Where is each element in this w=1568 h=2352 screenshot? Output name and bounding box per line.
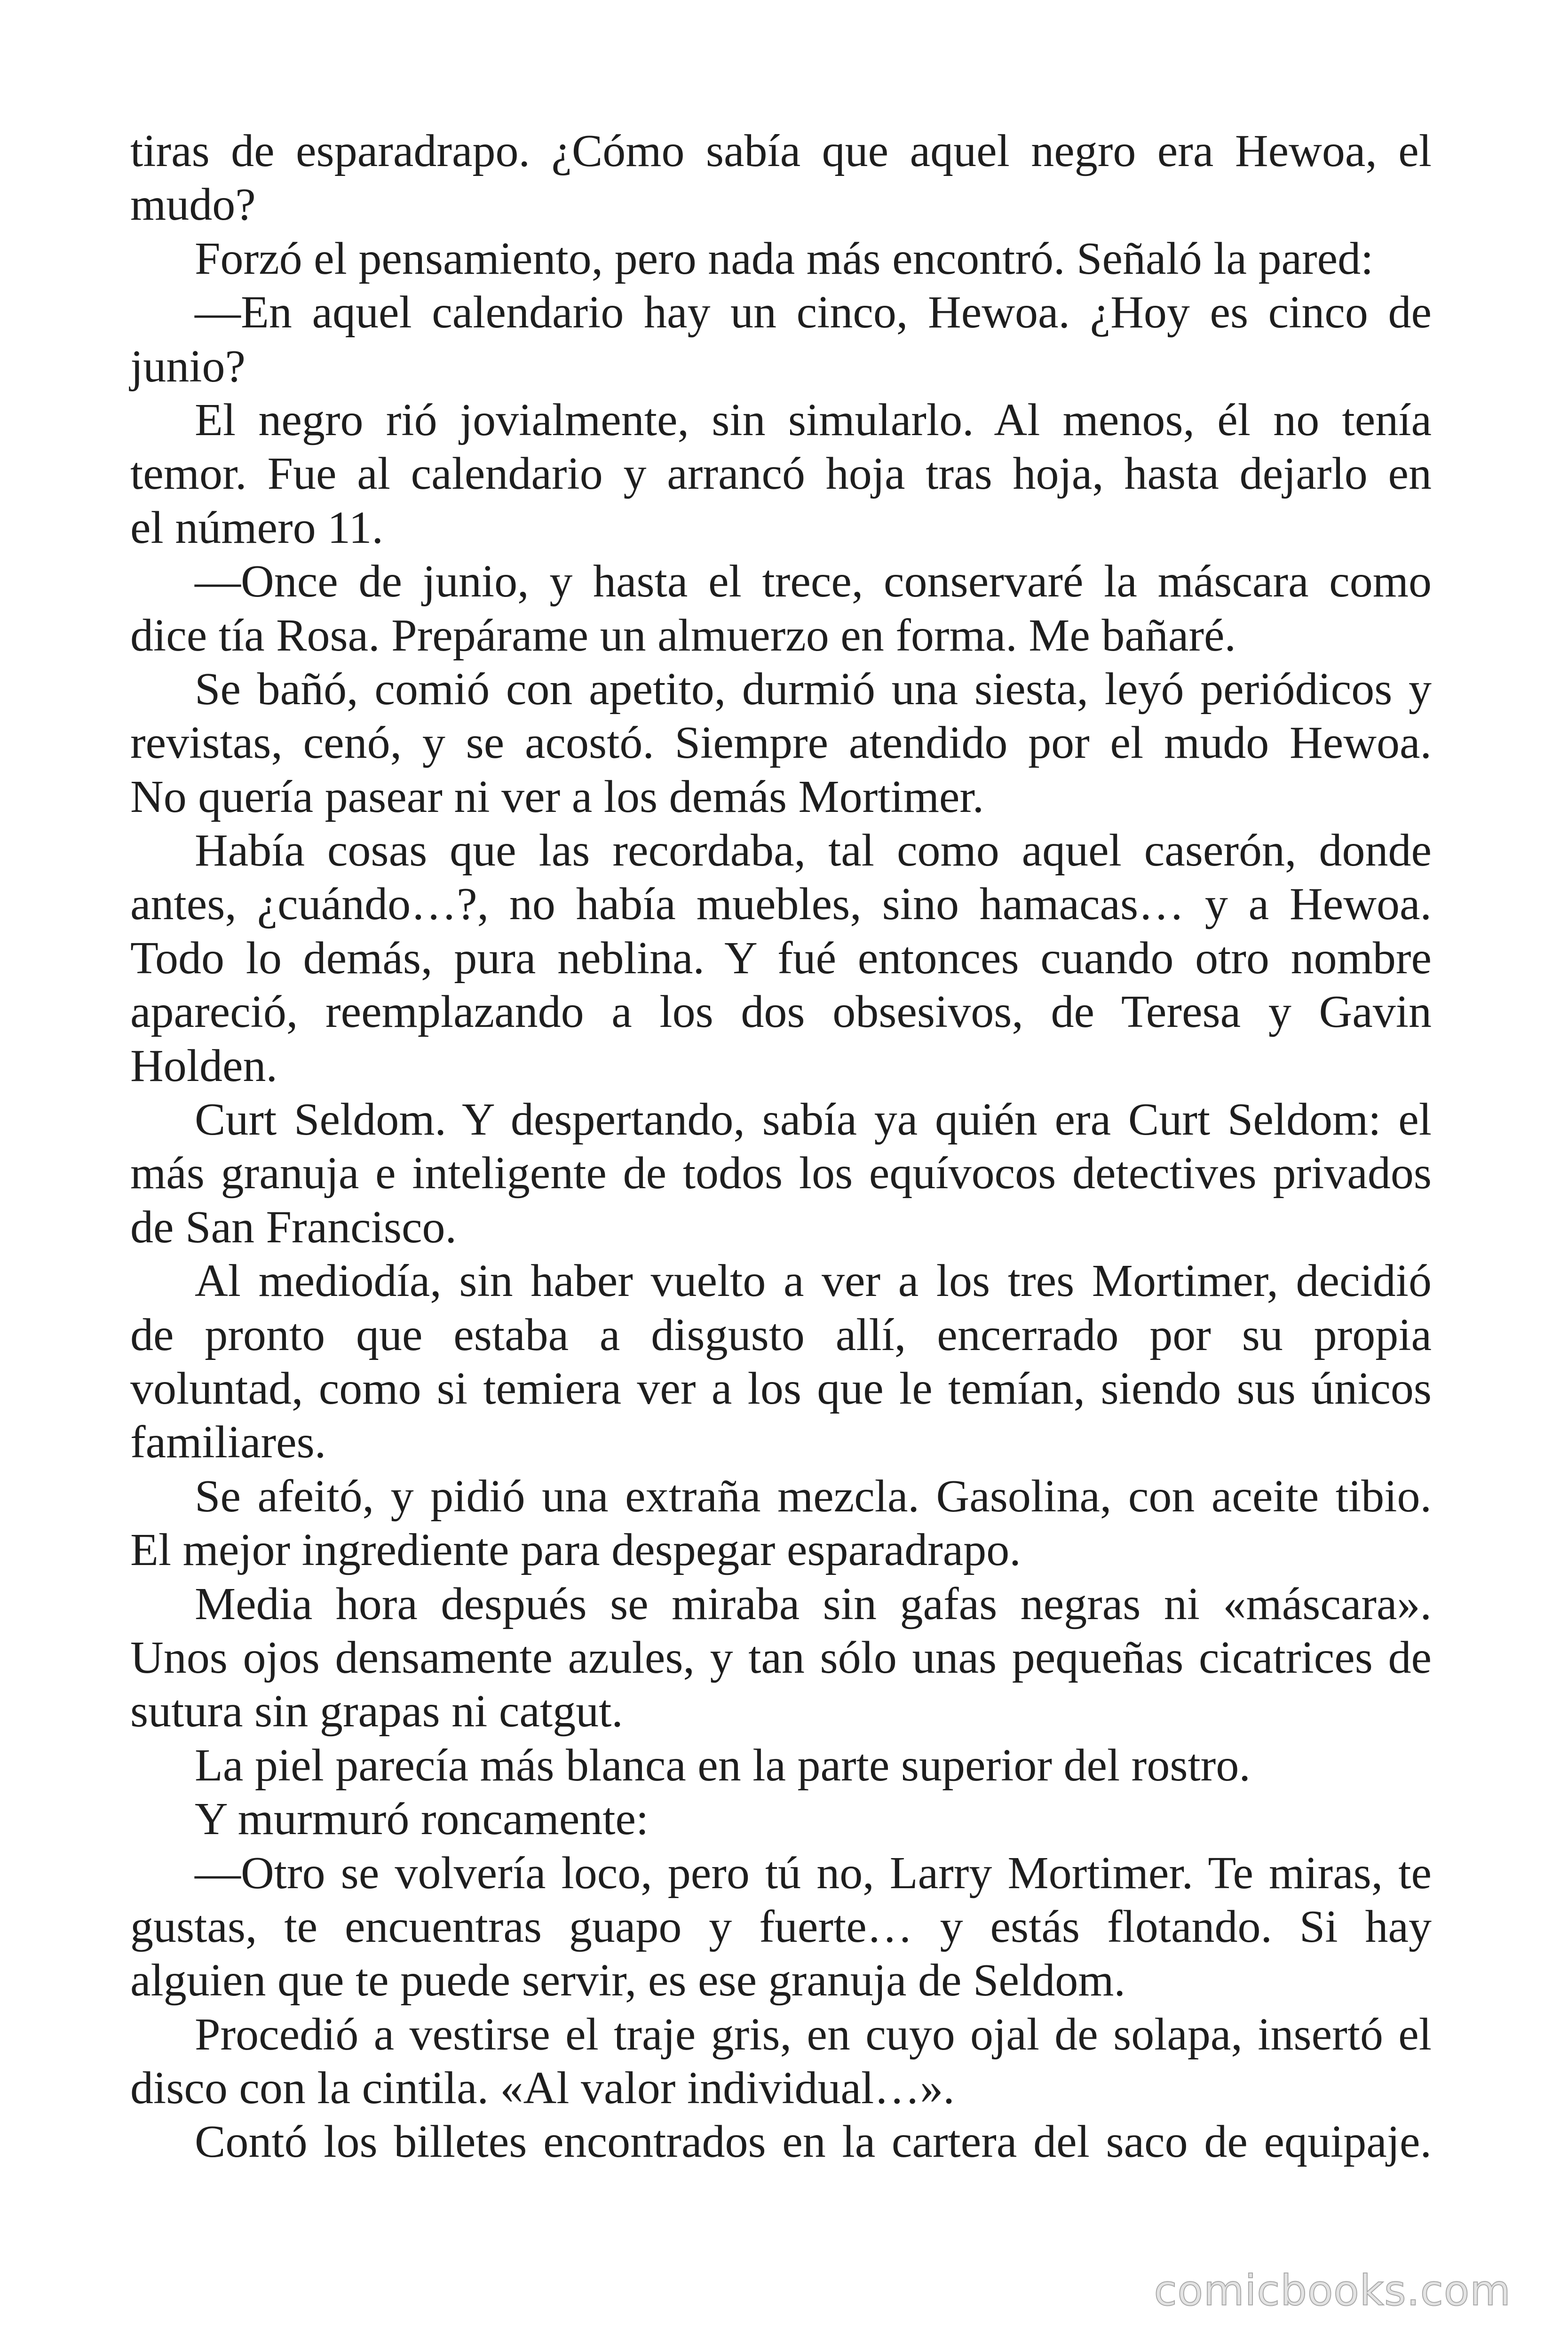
- paragraph: [130, 2008, 1432, 2115]
- text-line: El negro rió jovialmente, sin simularlo. Al menos, él no tenía: [195, 394, 1432, 445]
- text-line: alguien que te puede servir, es ese granuja de Seldom.: [130, 1955, 1125, 2006]
- paragraph: [130, 1254, 1432, 1470]
- text-line: Contó los billetes encontrados en la cartera del saco de equipaje.: [195, 2116, 1432, 2168]
- text-line: —Otro se volvería loco, pero tú no, Larry Mortimer. Te miras, te: [195, 1847, 1432, 1899]
- text-line: —Once de junio, y hasta el trece, conservaré la máscara como: [195, 556, 1432, 607]
- text-line: familiares.: [130, 1417, 326, 1468]
- text-line: Unos ojos densamente azules, y tan sólo unas pequeñas cicatrices de: [130, 1632, 1432, 1683]
- text-line: Procedió a vestirse el traje gris, en cuyo ojal de solapa, insertó el: [195, 2009, 1432, 2060]
- text-line: disco con la cintila. «Al valor individual…».: [130, 2063, 955, 2114]
- text-line: dice tía Rosa. Prepárame un almuerzo en forma. Me bañaré.: [130, 610, 1236, 661]
- text-line: La piel parecía más blanca en la parte superior del rostro.: [195, 1740, 1251, 1791]
- text-line: mudo?: [130, 179, 256, 230]
- paragraph: [130, 393, 1432, 555]
- text-line: Al mediodía, sin haber vuelto a ver a los tres Mortimer, decidió: [195, 1255, 1432, 1307]
- text-line: tiras de esparadrapo. ¿Cómo sabía que aquel negro era Hewoa, el: [130, 126, 1432, 176]
- paragraph: [130, 232, 1432, 286]
- page-body: [130, 124, 1432, 2169]
- text-line: de San Francisco.: [130, 1201, 457, 1253]
- text-line: Y murmuró roncamente:: [195, 1794, 649, 1845]
- text-line: apareció, reemplazando a los dos obsesivos, de Teresa y Gavin: [130, 986, 1432, 1038]
- text-line: de pronto que estaba a disgusto allí, encerrado por su propia: [130, 1309, 1432, 1360]
- paragraph: [130, 1577, 1432, 1739]
- text-line: Holden.: [130, 1040, 277, 1091]
- text-line: gustas, te encuentras guapo y fuerte… y estás flotando. Si hay: [130, 1901, 1432, 1952]
- text-line: Curt Seldom. Y despertando, sabía ya quién era Curt Seldom: el: [195, 1094, 1432, 1145]
- text-line: revistas, cenó, y se acostó. Siempre atendido por el mudo Hewoa.: [130, 717, 1432, 769]
- text-line: —En aquel calendario hay un cinco, Hewoa. ¿Hoy es cinco de: [195, 287, 1432, 338]
- paragraph: [130, 662, 1432, 824]
- text-line: El mejor ingrediente para despegar esparadrapo.: [130, 1525, 1021, 1576]
- paragraph: [130, 1739, 1432, 1792]
- paragraph: [130, 1846, 1432, 2008]
- text-line: Se afeitó, y pidió una extraña mezcla. Gasolina, con aceite tibio.: [195, 1470, 1432, 1522]
- text-line: temor. Fue al calendario y arrancó hoja tras hoja, hasta dejarlo en: [130, 448, 1432, 500]
- text-line: Media hora después se miraba sin gafas negras ni «máscara».: [195, 1578, 1432, 1629]
- text-line: el número 11.: [130, 502, 383, 553]
- text-line: Todo lo demás, pura neblina. Y fué entonces cuando otro nombre: [130, 932, 1432, 984]
- text-line: Se bañó, comió con apetito, durmió una siesta, leyó periódicos y: [195, 663, 1432, 715]
- text-line: No quería pasear ni ver a los demás Mortimer.: [130, 771, 984, 822]
- text-line: Había cosas que las recordaba, tal como aquel caserón, donde: [195, 825, 1432, 876]
- text-line: sutura sin grapas ni catgut.: [130, 1686, 623, 1737]
- watermark: comicbooks.com: [1154, 2266, 1511, 2315]
- paragraph: [130, 124, 1432, 232]
- text-line: más granuja e inteligente de todos los equívocos detectives privados: [130, 1148, 1432, 1199]
- paragraph: [130, 2115, 1432, 2169]
- paragraph: [130, 1792, 1432, 1846]
- paragraph: [130, 824, 1432, 1093]
- paragraph: [130, 555, 1432, 662]
- paragraph: [130, 286, 1432, 393]
- paragraph: [130, 1470, 1432, 1577]
- text-line: junio?: [130, 341, 245, 392]
- text-line: voluntad, como si temiera ver a los que le temían, siendo sus únicos: [130, 1363, 1432, 1414]
- text-line: Forzó el pensamiento, pero nada más encontró. Señaló la pared:: [195, 233, 1374, 284]
- text-line: antes, ¿cuándo…?, no había muebles, sino hamacas… y a Hewoa.: [130, 879, 1432, 930]
- paragraph: [130, 1093, 1432, 1254]
